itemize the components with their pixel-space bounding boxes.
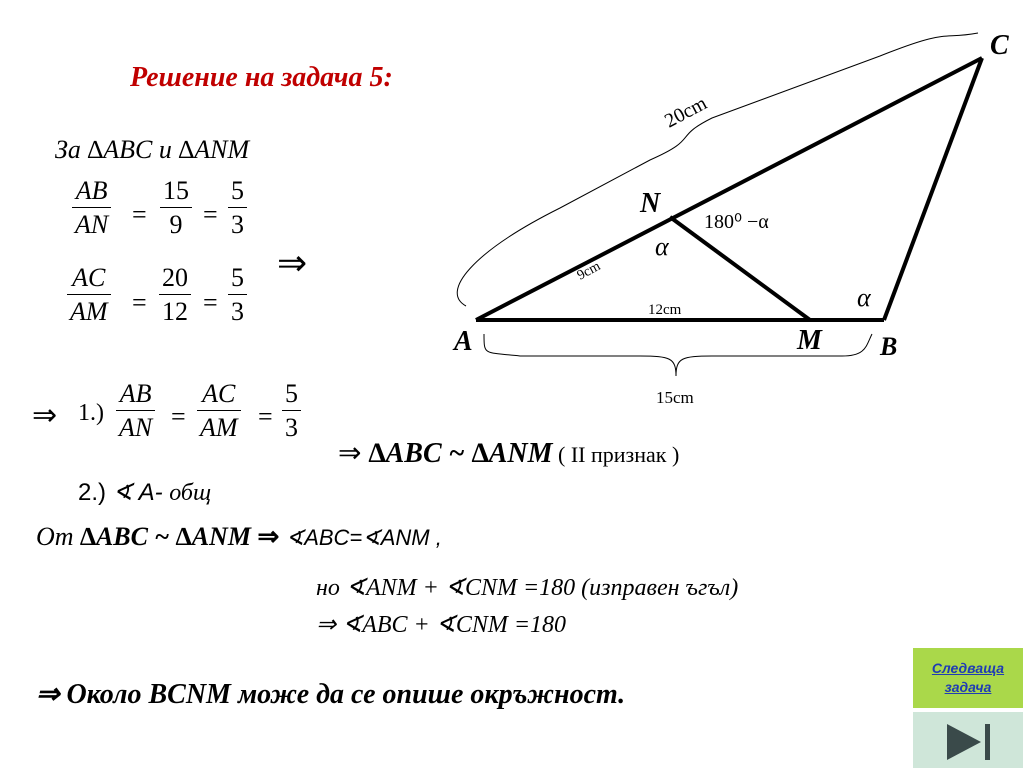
from-angles: ∢ABC=∢ANM , (285, 525, 442, 550)
equals-sign: = (132, 288, 147, 317)
ratio1-num-3: 5 (231, 176, 244, 205)
step1-num-2: AC (202, 379, 236, 408)
label-angle-cnm: 180⁰ −α (704, 211, 769, 233)
equals-sign: = (203, 288, 218, 317)
ratio2-den-2: 12 (159, 294, 191, 329)
implies-arrow: ⇒ (277, 243, 308, 283)
next-task-line1: Следваща (931, 660, 1005, 676)
similarity-note: ( II признак ) (552, 442, 680, 467)
conclusion: ⇒ Около BCNM може да се опише окръжност. (36, 679, 626, 710)
step1-label: 1.) (78, 400, 104, 426)
equals-sign: = (132, 200, 147, 229)
ratio2-den-3: 3 (228, 294, 247, 329)
next-task-line2: задача (944, 679, 992, 695)
similarity-main: ∆ABC ~ ∆ANM (368, 438, 553, 469)
ratio1-den-2: 9 (160, 207, 192, 242)
ratio2-num-2: 20 (162, 263, 188, 292)
from-prefix: От (36, 522, 81, 551)
sum-line: ⇒ ∢ABC + ∢CNM =180 (316, 612, 567, 638)
next-task-link[interactable] (913, 648, 1023, 708)
implies-arrow: ⇒ (32, 399, 58, 432)
vertex-c: C (990, 30, 1009, 61)
ratio1-num-1: AB (75, 176, 108, 205)
step1-den-2: AM (197, 410, 241, 445)
side-bc (884, 58, 982, 320)
label-9cm: 9cm (574, 258, 604, 284)
label-12cm: 12cm (648, 302, 682, 318)
triangles-statement: За ∆ABC и ∆ANM (55, 135, 250, 164)
ratio2-den-1: AM (67, 294, 111, 329)
equals-sign: = (258, 402, 273, 431)
vertex-a: A (454, 326, 473, 357)
step1-num-1: AB (119, 379, 152, 408)
alpha-at-b: α (857, 283, 871, 312)
step1-num-3: 5 (285, 379, 298, 408)
side-ac (476, 58, 982, 320)
ratio1-num-2: 15 (163, 176, 189, 205)
brace-ac (457, 33, 978, 306)
vertex-b: B (880, 332, 898, 361)
similarity-arrow: ⇒ (338, 438, 369, 469)
alpha-at-n: α (655, 232, 669, 261)
from-similarity: ∆ABC ~ ∆ANM (80, 522, 251, 551)
label-20cm: 20cm (661, 92, 711, 133)
step2-text: общ (169, 480, 212, 506)
step2-label: 2.) (78, 479, 107, 506)
step2-angle: ∢ A- (106, 479, 170, 506)
step1-den-1: AN (116, 410, 155, 445)
ratio2-num-3: 5 (231, 263, 244, 292)
equals-sign: = (203, 200, 218, 229)
step1-den-3: 3 (282, 410, 301, 445)
supplementary-line: но ∢ANM + ∢CNM =180 (изправен ъгъл) (316, 575, 739, 601)
next-slide-button[interactable] (913, 712, 1023, 768)
slide-title: Решение на задача 5: (130, 62, 393, 93)
vertex-n: N (640, 188, 661, 219)
vertex-m: M (797, 325, 822, 356)
ratio2-num-1: AC (72, 263, 106, 292)
label-15cm: 15cm (656, 388, 694, 407)
ratio1-den-1: AN (72, 207, 111, 242)
equals-sign: = (171, 402, 186, 431)
skip-end-icon (913, 712, 1023, 768)
ratio1-den-3: 3 (228, 207, 247, 242)
from-arrow: ⇒ (250, 522, 286, 551)
